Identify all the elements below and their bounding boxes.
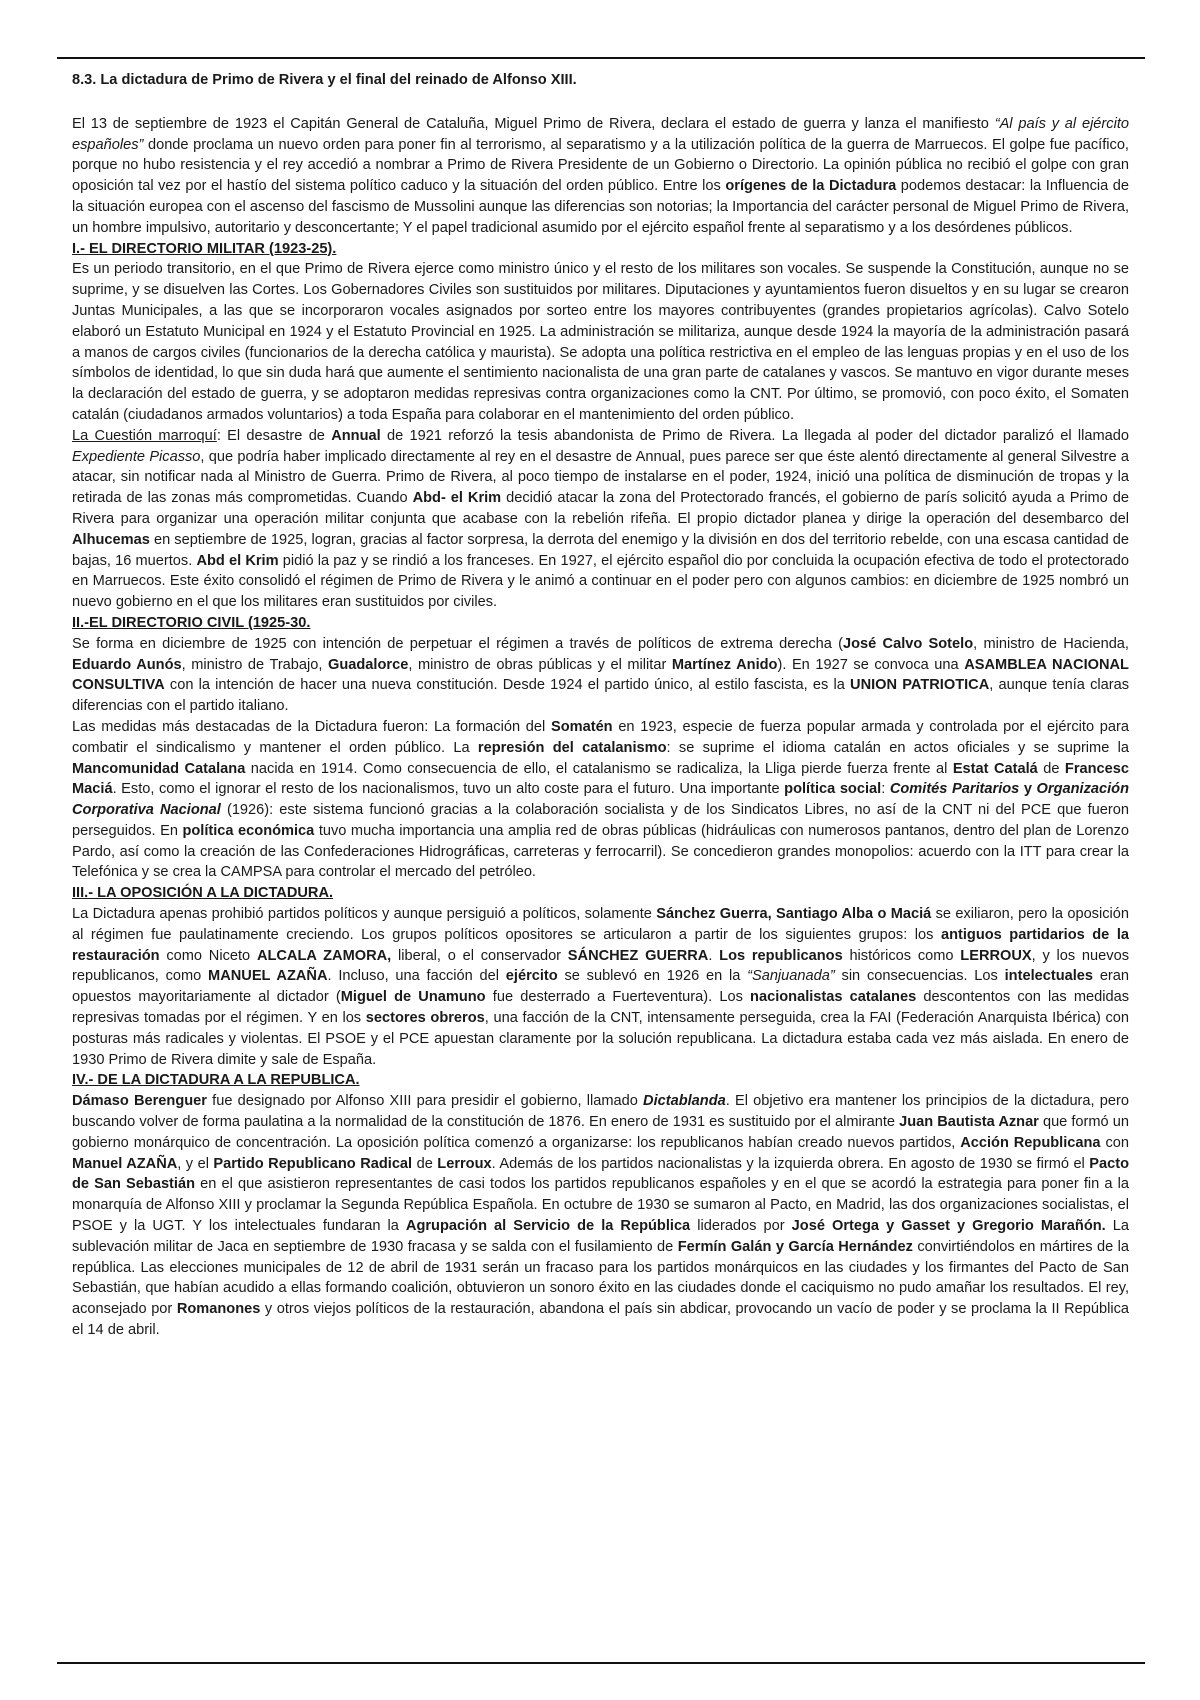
text-run: podemos destacar: la Influencia de la situación europea con el ascenso del fascismo de Mussolini aunque las diferencias son notorias; la Importancia del carácter personal de Miguel Primo de Rivera, un hombre impulsivo, autoritario y desconcertante; Y el papel tradicional asumido por el ejército español frente al separatismo y a los desórdenes públicos. bbox=[72, 178, 1129, 236]
text-run: de 1921 reforzó la tesis abandonista de Primo de Rivera. La llegada al poder del dictador paralizó el llamado bbox=[380, 427, 1129, 444]
text-run: se sublevó en 1926 en la bbox=[557, 968, 748, 985]
text-run: liderados por bbox=[690, 1218, 792, 1235]
text-run: José Calvo Sotelo bbox=[843, 635, 974, 652]
text-run: Juan Bautista Aznar bbox=[899, 1114, 1039, 1131]
text-run: SÁNCHEZ GUERRA bbox=[567, 947, 709, 964]
text-run: Dictablanda bbox=[643, 1093, 726, 1110]
text-run: Mancomunidad Catalana bbox=[72, 760, 246, 777]
text-run: Expediente Picasso bbox=[72, 448, 201, 465]
text-run: de bbox=[1037, 760, 1065, 777]
text-run: ejército bbox=[505, 968, 558, 985]
text-run: Las medidas más destacadas de la Dictadura fueron: La formación del bbox=[72, 718, 551, 735]
text-run: ). En 1927 se convoca una bbox=[777, 656, 965, 673]
text-run: Romanones bbox=[176, 1301, 261, 1318]
text-run: Francesc Maciá bbox=[72, 760, 1130, 798]
text-run: Martínez Anido bbox=[671, 656, 778, 673]
text-run: Guadalorce bbox=[328, 656, 409, 673]
text-run: Organización Corporativa Nacional bbox=[72, 781, 1129, 819]
cuestion-marroqui-paragraph bbox=[72, 426, 1129, 613]
text-run: Miguel de Unamuno bbox=[340, 989, 486, 1006]
oposicion-paragraph bbox=[72, 904, 1129, 1070]
text-run: Sánchez Guerra, Santiago Alba o Maciá bbox=[656, 906, 932, 923]
text-run: : bbox=[881, 781, 890, 798]
text-run: convirtiéndolos en mártires de la república. Las elecciones municipales de 12 de abril de 1931 serán un fracaso para los partidos monárquicos en las ciudades y los firmantes del Pacto de San Sebastián, que habían acudido a ellas formando coalición, obtuvieron un sonoro éxito en las ciudades donde el caciquismo no pudo amañar los resultados. El rey, aconsejado por bbox=[72, 1238, 1129, 1318]
text-run: con bbox=[1100, 1134, 1129, 1151]
text-run: “Al país y al ejército españoles” bbox=[72, 115, 1129, 153]
text-run: antiguos partidarios de la restauración bbox=[72, 926, 1129, 964]
text-run: Estat Catalá bbox=[952, 760, 1038, 777]
text-run: La Dictadura apenas prohibió partidos políticos y aunque persiguió a políticos, solamente bbox=[72, 906, 657, 923]
text-run: donde proclama un nuevo orden para poner fin al terrorismo, al separatismo y a la utilización política de la guerra de Marruecos. El golpe fue pacífico, porque no hubo resistencia y el rey accedió a nombrar a Primo de Rivera Presidente de un Gobierno o Directorio. La opinión pública no recibió el golpe con gran oposición tal vez por el hastío del sistema político caduco y la situación del orden público. Entre los bbox=[72, 136, 1129, 195]
text-run: en septiembre de 1925, logran, gracias al factor sorpresa, la derrota del enemigo y la división en dos del territorio rebelde, con una escasa cantidad de bajas, 16 muertos. bbox=[72, 531, 1129, 569]
text-run: LERROUX bbox=[960, 947, 1032, 964]
text-run: Somatén bbox=[550, 718, 613, 735]
text-run: , y el bbox=[177, 1155, 214, 1172]
text-run: como Niceto bbox=[159, 947, 257, 964]
text-run: se exiliaron, pero la oposición al régimen fue paulatinamente creciendo. Los grupos políticos opositores se articularon a partir de los siguientes grupos: los bbox=[72, 906, 1129, 943]
text-run: Dámaso Berenguer bbox=[72, 1093, 207, 1110]
text-run: Es un periodo transitorio, en el que Primo de Rivera ejerce como ministro único y el resto de los militares son vocales. Se suspende la Constitución, aunque no se suprime, y se disuelven las Cortes. Los Gobernadores Civiles son sustituidos por militares. Diputaciones y ayuntamientos fueron disueltos y en su lugar se crearon Juntas Municipales, a las que se incorporaron vocales asignados por sorteo entre los mayores contribuyentes (grandes propietarios agrícolas). Calvo Sotelo elaboró un Estatuto Municipal en 1924 y el Estatuto Provincial en 1925. La administración se militariza, aunque desde 1924 la mayoría de la administración pasará a manos de cargos civiles (funcionarios de la derecha católica y maurista). Se adopta una política restrictiva en el empleo de las lenguas propias y en el uso de los símbolos de identidad, lo que sin duda hará que aumente el sentimiento nacionalista de una gran parte de catalanes y vascos. Se mantuvo en vigor durante meses la declaración del estado de guerra, y se adoptaron medidas represivas contra organizaciones como la CNT. Por último, se promovió, con poco éxito, el Somaten catalán (ciudadanos armados voluntarios) a toda España para colaborar en el mantenimiento del orden público. bbox=[72, 261, 1129, 423]
republica-paragraph bbox=[72, 1091, 1129, 1341]
text-run: , ministro de Hacienda, bbox=[973, 635, 1129, 652]
text-run: nacionalistas catalanes bbox=[750, 989, 917, 1006]
text-run: ALCALA ZAMORA, bbox=[256, 947, 392, 964]
text-run: intelectuales bbox=[1004, 968, 1094, 985]
document-title: 8.3. La dictadura de Primo de Rivera y el final del reinado de Alfonso XIII. bbox=[72, 72, 577, 88]
text-run: descontentos con las medidas represivas tomadas por el régimen. Y en los bbox=[72, 989, 1130, 1027]
section-heading-republica: IV.- DE LA DICTADURA A LA REPUBLICA. bbox=[72, 1072, 360, 1089]
text-run: decidió atacar la zona del Protectorado francés, el gobierno de parís solicitó ayuda a Primo de Rivera para organizar una operación militar conjunta que acabase con la rebelión rifeña. El propio dictador planea y dirige la operación del desembarco del bbox=[72, 490, 1130, 527]
text-run: Pacto de San Sebastián bbox=[72, 1155, 1130, 1193]
text-run: Annual bbox=[331, 427, 381, 444]
text-run: históricos como bbox=[842, 947, 961, 964]
top-rule bbox=[57, 57, 1145, 59]
text-run: . Incluso, una facción del bbox=[327, 968, 506, 985]
medidas-paragraph bbox=[72, 717, 1129, 883]
text-run: , una facción de la CNT, intensamente perseguida, crea la FAI (Federación Anarquista Ibérica) con posturas más radicales y violentas. El PSOE y el PCE apuestan claramente por la solución republicana. La dictadura estaba cada vez más aislada. En enero de 1930 Primo de Rivera dimite y sale de España. bbox=[72, 1010, 1129, 1068]
text-run: Fermín Galán y García Hernández bbox=[677, 1238, 913, 1255]
text-run: , ministro de obras públicas y el militar bbox=[408, 656, 672, 673]
text-run: política social bbox=[784, 781, 882, 798]
text-run: , aunque tenía claras diferencias con el partido italiano. bbox=[72, 677, 1129, 715]
text-run: de bbox=[412, 1155, 438, 1172]
text-run: Manuel AZAÑA bbox=[72, 1155, 178, 1172]
text-run: . Además de los partidos nacionalistas y la izquierda obrera. En agosto de 1930 se firmó el bbox=[491, 1155, 1090, 1172]
text-run: José Ortega y Gasset y Gregorio Marañón. bbox=[791, 1218, 1106, 1235]
text-run: Se forma en diciembre de 1925 con intención de perpetuar el régimen a través de políticos de extrema derecha ( bbox=[72, 635, 844, 652]
text-run: y bbox=[1019, 781, 1037, 798]
text-run: , y los nuevos republicanos, como bbox=[72, 947, 1129, 985]
text-run: Lerroux bbox=[437, 1155, 492, 1172]
text-run: . bbox=[708, 947, 720, 964]
directorio-militar-paragraph bbox=[72, 259, 1129, 425]
text-run: pidió la paz y se rindió a los franceses. En 1927, el ejército español dio por concluida la ocupación efectiva de todo el protectorado en Marruecos. Este éxito consolidó el régimen de Primo de Rivera y le animó a continuar en el poder pero con algunos cambios: en diciembre de 1925 nombró un nuevo gobierno en el que los militares eran sustituidos por civiles. bbox=[72, 552, 1129, 611]
text-run: en 1923, especie de fuerza popular armada y controlada por el ejército para combatir el sindicalismo y mantener el orden público. La bbox=[72, 718, 1129, 756]
text-run: sectores obreros bbox=[365, 1010, 485, 1027]
text-run: Partido Republicano Radical bbox=[213, 1155, 413, 1172]
text-run: MANUEL AZAÑA bbox=[208, 968, 328, 985]
text-run: que formó un gobierno monárquico de concentración. La oposición política comenzó a organizarse: los republicanos habían creado nuevos partidos, bbox=[72, 1114, 1129, 1151]
text-run: Acción Republicana bbox=[960, 1134, 1101, 1151]
text-run: sin consecuencias. Los bbox=[834, 968, 1005, 985]
text-run: Alhucemas bbox=[72, 531, 150, 548]
text-run: política económica bbox=[182, 822, 315, 839]
text-run: liberal, o el conservador bbox=[391, 947, 568, 964]
text-run: fue designado por Alfonso XIII para presidir el gobierno, llamado bbox=[206, 1093, 644, 1110]
text-run: orígenes de la Dictadura bbox=[725, 178, 897, 195]
text-run: fue desterrado a Fuerteventura). Los bbox=[485, 989, 751, 1006]
directorio-civil-paragraph bbox=[72, 634, 1129, 717]
text-run: , que podría haber implicado directamente al rey en el desastre de Annual, pues parece ser que éste alentó directamente al general Silvestre a atacar, sin notificar nada al Ministro de Guerra. Primo de Rivera, al poco tiempo de instalarse en el poder, 1924, inició una política de disminución de tropas y la retirada de las zonas más comprometidas. Cuando bbox=[72, 448, 1129, 507]
text-run: eran opuestos mayoritariamente al dictador ( bbox=[72, 968, 1130, 1006]
text-run: tuvo mucha importancia una amplia red de obras públicas (hidráulicas con numerosos pantanos, dentro del plan de Lorenzo Pardo, así como la creación de las Confederaciones Hidrográficas, carreteras y ferrocarril). Se concedieron grandes monopolios: acuerdo con la ITT para crear la Telefónica y se crea la CAMPSA para controlar el mercado del petróleo. bbox=[72, 822, 1129, 881]
text-run: Eduardo Aunós bbox=[72, 656, 182, 673]
text-run: UNION PATRIOTICA bbox=[850, 677, 990, 694]
text-run: El 13 de septiembre de 1923 el Capitán General de Cataluña, Miguel Primo de Rivera, declara el estado de guerra y lanza el manifiesto bbox=[72, 115, 995, 132]
text-run: La Cuestión marroquí bbox=[72, 427, 217, 444]
section-heading-oposicion: III.- LA OPOSICIÓN A LA DICTADURA. bbox=[72, 885, 334, 902]
text-run: ASAMBLEA NACIONAL CONSULTIVA bbox=[72, 656, 1129, 694]
text-run: nacida en 1914. Como consecuencia de ello, el catalanismo se radicaliza, la Lliga pierde fuerza frente al bbox=[245, 760, 953, 777]
text-run: en el que asistieron representantes de casi todos los partidos republicanos españoles y en el que se acordó la estrategia para poner fin a la monarquía de Alfonso XIII y proclamar la Segunda República Española. En octubre de 1930 se sumaron al Pacto, en Madrid, las dos organizaciones socialistas, el PSOE y la UGT. Y los intelectuales fundaran la bbox=[72, 1176, 1129, 1235]
text-run: Abd el Krim bbox=[196, 552, 279, 569]
text-run: con la intención de hacer una nueva constitución. Desde 1924 el partido único, al estilo fascista, es la bbox=[164, 677, 851, 694]
bottom-rule bbox=[57, 1662, 1145, 1664]
section-heading-directorio-militar: I.- EL DIRECTORIO MILITAR (1923-25). bbox=[72, 240, 337, 257]
text-run: represión del catalanismo bbox=[477, 739, 667, 756]
document-body bbox=[72, 70, 1129, 1341]
text-run: La sublevación militar de Jaca en septiembre de 1930 fracasa y se salda con el fusilamiento de bbox=[72, 1218, 1130, 1255]
text-run: Los republicanos bbox=[719, 947, 843, 964]
text-run: . Esto, como el ignorar el resto de los nacionalismos, tuvo un alto coste para el futuro. Una importante bbox=[112, 781, 785, 798]
text-run: y otros viejos políticos de la restauración, abandona el país sin abdicar, provocando un vacío de poder y se proclama la II República el 14 de abril. bbox=[72, 1301, 1129, 1339]
intro-paragraph bbox=[72, 114, 1129, 239]
text-run: , ministro de Trabajo, bbox=[181, 656, 329, 673]
text-run: : se suprime el idioma catalán en actos oficiales y se suprime la bbox=[666, 739, 1130, 756]
text-run: : El desastre de bbox=[216, 427, 332, 444]
text-run: “Sanjuanada” bbox=[747, 968, 835, 985]
text-run: Comités Paritarios bbox=[889, 781, 1020, 798]
section-heading-directorio-civil: II.-EL DIRECTORIO CIVIL (1925-30. bbox=[72, 614, 311, 631]
text-run: Agrupación al Servicio de la República bbox=[405, 1218, 691, 1235]
text-run: . El objetivo era mantener los principios de la dictadura, pero buscando volver de forma paulatina a la normalidad de la constitución de 1876. En enero de 1931 es sustituido por el almirante bbox=[72, 1093, 1129, 1131]
text-run: (1926): este sistema funcionó gracias a la colaboración socialista y de los Sindicatos Libres, no así de la CNT ni del PCE que fueron perseguidos. En bbox=[72, 802, 1129, 839]
text-run: Abd- el Krim bbox=[412, 490, 502, 507]
